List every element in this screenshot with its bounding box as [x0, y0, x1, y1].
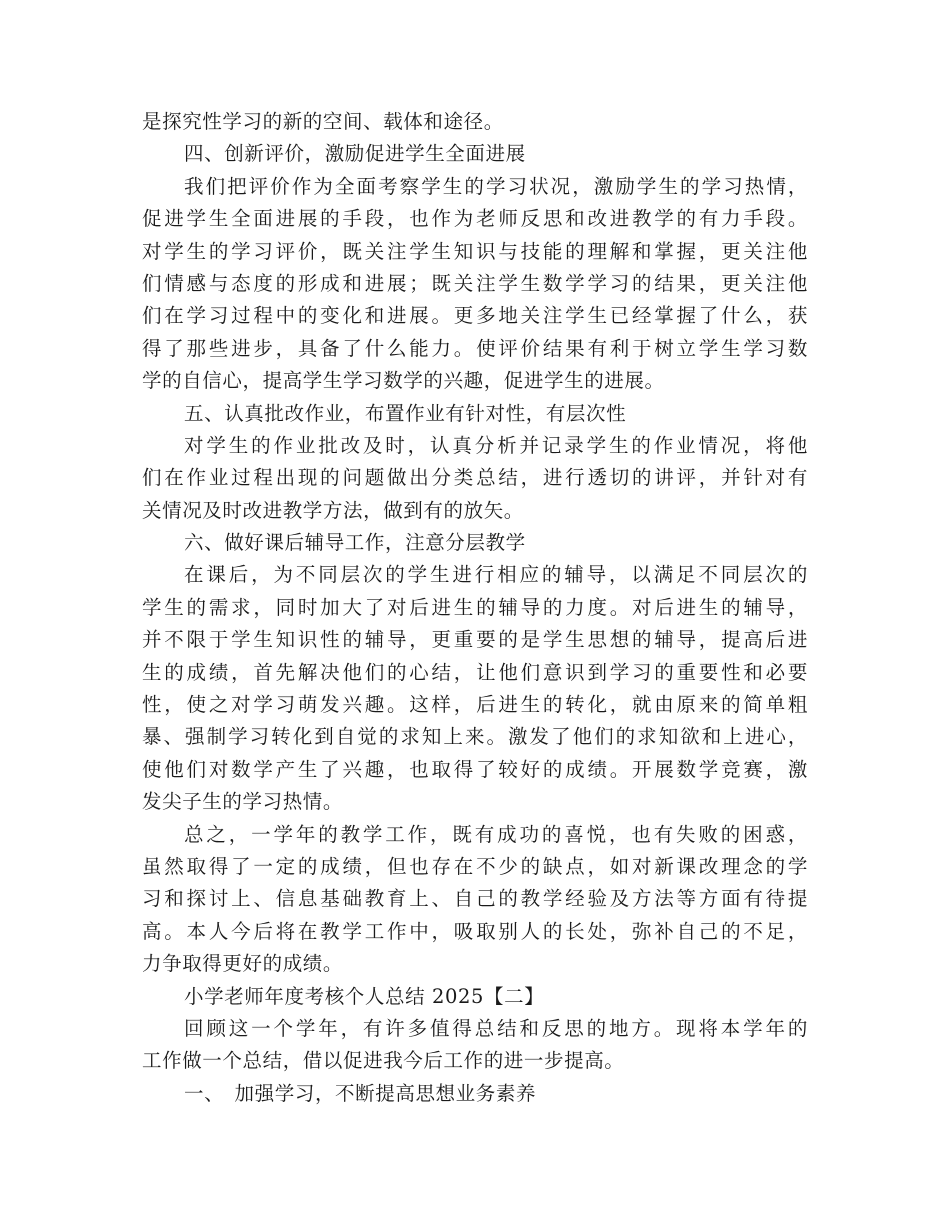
text-line: 力争取得更好的成绩。	[142, 952, 344, 976]
text-line: 性，使之对学习萌发兴趣。这样，后进生的转化，就由原来的简单粗	[142, 693, 808, 717]
text-line: 们在学习过程中的变化和进展。更多地关注学生已经掌握了什么，获	[142, 304, 808, 328]
text-line: 并不限于学生知识性的辅导，更重要的是学生思想的辅导，提高后进	[142, 628, 808, 652]
text-line: 六、做好课后辅导工作，注意分层教学	[184, 531, 526, 555]
text-line: 习和探讨上、信息基础教育上、自己的教学经验及方法等方面有待提	[142, 887, 808, 911]
text-line: 使他们对数学产生了兴趣，也取得了较好的成绩。开展数学竞赛，激	[142, 757, 808, 781]
text-line: 一、 加强学习，不断提高思想业务素养	[184, 1081, 537, 1105]
text-line: 得了那些进步，具备了什么能力。使评价结果有利于树立学生学习数	[142, 336, 808, 360]
text-line: 对学生的学习评价，既关注学生知识与技能的理解和掌握，更关注他	[142, 239, 808, 263]
text-line: 生的成绩，首先解决他们的心结，让他们意识到学习的重要性和必要	[142, 660, 808, 684]
text-line: 虽然取得了一定的成绩，但也存在不少的缺点，如对新课改理念的学	[142, 854, 808, 878]
text-line: 们在作业过程出现的问题做出分类总结，进行透切的讲评，并针对有	[142, 466, 808, 490]
text-line: 学生的需求，同时加大了对后进生的辅导的力度。对后进生的辅导，	[142, 595, 808, 619]
text-line: 工作做一个总结，借以促进我今后工作的进一步提高。	[142, 1049, 625, 1073]
text-line: 对学生的作业批改及时，认真分析并记录学生的作业情况，将他	[184, 433, 808, 457]
text-line: 暴、强制学习转化到自觉的求知上来。激发了他们的求知欲和上进心，	[142, 725, 808, 749]
text-line: 在课后，为不同层次的学生进行相应的辅导，以满足不同层次的	[184, 563, 808, 587]
text-line: 小学老师年度考核个人总结 2025【二】	[184, 984, 545, 1008]
text-line: 回顾这一个学年，有许多值得总结和反思的地方。现将本学年的	[184, 1016, 808, 1040]
text-line: 发尖子生的学习热情。	[142, 790, 344, 814]
text-line: 五、认真批改作业，布置作业有针对性，有层次性	[184, 401, 627, 425]
text-line: 四、创新评价，激励促进学生全面进展	[184, 142, 526, 166]
document-page	[142, 106, 808, 1110]
text-line: 我们把评价作为全面考察学生的学习状况，激励学生的学习热情，	[184, 174, 808, 198]
text-line: 促进学生全面进展的手段，也作为老师反思和改进教学的有力手段。	[142, 207, 808, 231]
text-line: 是探究性学习的新的空间、载体和途径。	[142, 110, 504, 133]
text-line: 们情感与态度的形成和进展；既关注学生数学学习的结果，更关注他	[142, 271, 808, 295]
text-line: 学的自信心，提高学生学习数学的兴趣，促进学生的进展。	[142, 369, 665, 393]
text-line: 关情况及时改进教学方法，做到有的放矢。	[142, 498, 524, 522]
text-line: 总之，一学年的教学工作，既有成功的喜悦，也有失败的困惑，	[184, 822, 808, 846]
text-line: 高。本人今后将在教学工作中，吸取别人的长处，弥补自己的不足，	[142, 919, 808, 943]
